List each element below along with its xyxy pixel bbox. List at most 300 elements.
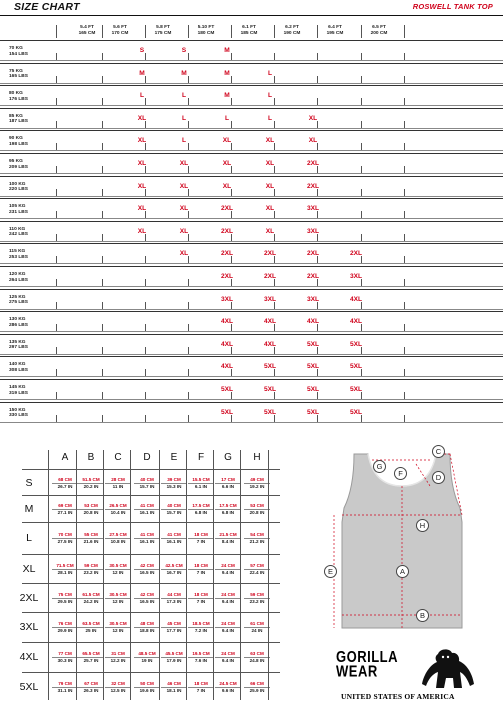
height-cm: 180 CM [197,30,215,36]
weight-row [0,289,503,311]
column-header: E [170,452,178,463]
row-tick [145,415,146,422]
value-in: 10.8 IN [105,538,131,545]
value-cm: 42 CM [140,562,154,568]
row-tick [56,189,57,196]
measurement-cell [134,563,160,576]
measurement-cell [215,651,241,664]
row-tick [317,53,318,60]
row-tick [274,302,275,309]
size-recommendation: XL [137,137,147,145]
row-tick [188,53,189,60]
value-cm: 55 CM [84,532,98,537]
value-in: 16.7 IN [161,569,187,576]
row-tick [188,279,189,286]
table-row-line [22,612,280,613]
measurement-cell [52,651,78,664]
measurement-cell [105,592,131,605]
table-row-line [22,642,280,643]
weight-kg: 85 KG [9,113,23,119]
row-tick [274,76,275,83]
measurement-cell [78,621,104,634]
row-divider [0,153,503,154]
measurement-cell [105,503,131,516]
value-in: 11 IN [105,483,131,490]
row-tick [231,302,232,309]
measurement-row [12,496,288,521]
measurement-cell [244,651,270,664]
value-cm: 41 CM [167,532,181,537]
row-tick [274,53,275,60]
row-tick [145,369,146,376]
row-tick [317,76,318,83]
row-divider [0,402,503,403]
row-tick [361,211,362,218]
value-cm: 45.5 CM [165,651,183,656]
size-label: 2XL [19,591,39,604]
weight-label [9,46,28,57]
measurement-cell [134,651,160,664]
row-divider [0,130,503,131]
weight-lbs: 187 LBS [9,119,28,125]
measurement-cell [52,681,78,694]
size-recommendation: L [181,92,187,100]
row-underline [0,354,503,355]
row-tick [274,279,275,286]
size-recommendation: 5XL [220,386,234,393]
measurement-cell [52,503,78,516]
weight-row [0,221,503,243]
size-recommendation: 5XL [306,340,320,348]
size-recommendation: M [181,69,187,77]
size-recommendation: L [267,114,273,122]
row-tick [145,234,146,241]
row-tick [404,98,405,105]
value-cm: 41 CM [140,532,154,537]
row-tick [145,143,146,150]
table-column-line [240,450,241,700]
product-name: ROSWELL TANK TOP [412,2,493,11]
row-tick [102,211,103,218]
size-recommendation: L [224,114,230,122]
size-recommendation: M [224,92,230,100]
measurement-cell [105,532,131,545]
value-in: 23.2 IN [78,569,104,576]
row-tick [56,234,57,241]
size-recommendation: S [139,47,145,54]
table-column-line [103,450,104,700]
row-tick [361,98,362,105]
weight-kg: 125 KG [9,294,26,300]
row-tick [188,369,189,376]
size-recommendation: XL [222,160,232,167]
row-tick [188,76,189,83]
row-underline [0,60,503,61]
table-row-line [22,495,280,496]
row-divider [0,221,503,222]
column-header: F [197,452,205,463]
value-cm: 18 CM [194,681,208,686]
row-tick [145,392,146,399]
value-cm: 63.5 CM [82,621,100,626]
row-tick [361,234,362,241]
value-in: 7 IN [188,598,214,605]
size-recommendation: XL [137,114,147,122]
value-cm: 50 CM [140,681,154,686]
measurement-cell [188,621,214,634]
value-in: 27.5 IN [52,538,78,545]
value-in: 9.4 IN [215,569,241,576]
row-tick [404,392,405,399]
row-tick [231,76,232,83]
value-in: 17.7 IN [161,627,187,634]
value-cm: 27.5 CM [109,532,127,537]
page-title: SIZE CHART [14,1,80,13]
measurement-cell [188,532,214,545]
measurement-row [12,555,288,582]
row-tick [231,369,232,376]
row-tick [361,76,362,83]
logo-tagline: UNITED STATES OF AMERICA [341,692,455,701]
row-tick [56,392,57,399]
table-column-line [213,450,214,700]
row-tick [145,256,146,263]
measurement-cell [134,592,160,605]
value-in: 26.7 IN [52,483,78,490]
size-recommendation: 2XL [306,160,320,167]
label-e: E [324,565,337,578]
size-recommendation: M [224,47,230,54]
measurement-cell [161,532,187,545]
row-underline [0,218,503,219]
weight-lbs: 198 LBS [9,141,28,147]
row-tick [102,143,103,150]
measurement-cell [134,503,160,516]
value-in: 12.2 IN [105,657,131,664]
row-tick [102,324,103,331]
row-divider [0,108,503,109]
value-cm: 31 CM [111,651,125,656]
row-tick [404,256,405,263]
row-tick [102,234,103,241]
value-in: 12 IN [105,569,131,576]
row-tick [361,256,362,263]
row-tick [145,279,146,286]
row-tick [188,189,189,196]
size-recommendation: XL [308,137,318,145]
height-cm: 185 CM [240,30,258,36]
value-cm: 42.5 CM [165,562,183,568]
header-separator [145,25,146,38]
weight-row [0,40,503,62]
size-recommendation: XL [137,182,147,190]
row-tick [56,256,57,263]
weight-lbs: 231 LBS [9,209,28,215]
height-cm: 175 CM [154,30,172,36]
weight-label [9,272,28,283]
value-cm: 63 CM [250,651,264,656]
gorilla-wear-logo [336,647,486,710]
row-tick [274,415,275,422]
row-tick [56,415,57,422]
header-separator [56,25,57,38]
label-a: A [396,565,409,578]
size-recommendation: 3XL [306,295,320,303]
header-separator [404,25,405,38]
row-tick [274,369,275,376]
measurement-cell [161,477,187,490]
row-tick [188,302,189,309]
height-cm: 165 CM [78,30,96,36]
row-divider [0,311,503,312]
table-column-line [130,450,131,700]
label-c: C [432,445,445,458]
row-tick [317,347,318,354]
row-tick [361,121,362,128]
size-recommendation: L [181,114,187,122]
measurement-cell [78,592,104,605]
weight-lbs: 220 LBS [9,187,28,193]
size-recommendation: 2XL [306,273,320,280]
measurement-cell [161,621,187,634]
row-tick [361,347,362,354]
weight-label [9,362,28,373]
value-cm: 17.5 CM [219,502,237,508]
row-divider [0,63,503,64]
row-tick [56,324,57,331]
value-cm: 21.5 CM [219,532,237,537]
size-recommendation: 4XL [220,340,234,348]
row-tick [317,143,318,150]
size-recommendation: 5XL [263,408,277,416]
row-tick [145,302,146,309]
weight-row [0,85,503,107]
row-tick [102,121,103,128]
value-cm: 17.5 CM [192,502,210,508]
value-in: 9.6 IN [215,687,241,694]
weight-kg: 135 KG [9,339,26,345]
row-tick [317,98,318,105]
weight-kg: 105 KG [9,204,26,210]
row-tick [361,415,362,422]
weight-lbs: 275 LBS [9,300,28,306]
value-cm: 40 CM [140,476,154,482]
row-tick [361,369,362,376]
table-column-line [48,450,49,700]
table-row-line [22,554,280,555]
value-cm: 18 CM [194,562,208,568]
size-recommendation: M [139,69,145,77]
row-tick [274,189,275,196]
row-tick [188,98,189,105]
value-cm: 49 CM [250,476,264,482]
weight-kg: 80 KG [9,91,23,97]
value-in: 25 IN [78,627,104,634]
measurement-cell [105,681,131,694]
measurement-cell [215,563,241,576]
row-tick [317,392,318,399]
row-tick [102,166,103,173]
size-recommendation: XL [222,137,232,145]
header-separator [102,25,103,38]
weight-label [9,159,28,170]
row-tick [231,279,232,286]
value-cm: 28 CM [111,476,125,482]
size-recommendation: 5XL [349,386,363,393]
row-tick [102,302,103,309]
size-recommendation: L [267,92,273,100]
size-label: M [24,502,34,515]
row-tick [102,415,103,422]
weight-row [0,402,503,424]
weight-lbs: 176 LBS [9,96,28,102]
size-recommendation: 2XL [263,273,277,280]
size-recommendation: XL [265,227,275,235]
value-cm: 24 CM [221,621,235,626]
header-separator [274,25,275,38]
row-tick [231,166,232,173]
row-tick [231,98,232,105]
value-cm: 24 CM [221,651,235,656]
row-tick [274,166,275,173]
row-tick [317,189,318,196]
weight-row [0,108,503,130]
row-underline [0,173,503,174]
weight-row [0,243,503,265]
weight-row [0,356,503,378]
height-ft: 6.1 FT [242,25,256,30]
weight-label [9,204,28,215]
height-header [141,25,185,37]
size-recommendation: 2XL [306,250,320,258]
measurement-cell [215,681,241,694]
size-recommendation: XL [179,160,189,167]
weight-kg: 100 KG [9,181,26,187]
height-ft: 5.10 FT [197,25,215,30]
height-header [313,25,357,37]
row-tick [404,166,405,173]
row-tick [361,279,362,286]
size-recommendation: 4XL [349,318,363,326]
value-cm: 69 CM [58,502,72,508]
row-tick [361,53,362,60]
value-cm: 76 CM [58,621,72,626]
header [0,0,503,14]
row-tick [317,166,318,173]
value-cm: 41 CM [140,502,154,508]
height-cm: 170 CM [111,30,129,36]
row-tick [188,121,189,128]
size-recommendation: 4XL [220,363,234,371]
weight-kg: 115 KG [9,249,26,255]
value-in: 17.9 IN [161,657,187,664]
value-in: 26.3 IN [78,687,104,694]
value-in: 9.4 IN [215,627,241,634]
value-cm: 26.5 CM [109,502,127,508]
measurement-row [12,643,288,671]
row-tick [145,189,146,196]
row-underline [0,399,503,400]
value-in: 7.2 IN [188,627,214,634]
size-recommendation: 5XL [349,363,363,371]
value-cm: 68 CM [58,476,72,482]
row-tick [231,392,232,399]
row-tick [231,143,232,150]
label-g: G [373,460,386,473]
row-tick [145,76,146,83]
measurement-cell [161,563,187,576]
row-tick [188,166,189,173]
weight-kg: 120 KG [9,272,26,277]
measurement-cell [105,477,131,490]
measurement-row [12,613,288,641]
value-in: 24 IN [244,627,270,634]
measurement-cell [52,621,78,634]
value-cm: 40 CM [167,502,181,508]
size-recommendation: 3XL [263,295,277,303]
height-header [98,25,142,37]
weight-lbs: 154 LBS [9,51,28,57]
row-underline [0,241,503,242]
measurement-cell [215,503,241,516]
row-tick [188,234,189,241]
value-in: 7 IN [188,538,214,545]
weight-row [0,379,503,401]
value-cm: 46 CM [167,681,181,686]
row-tick [361,189,362,196]
row-tick [274,324,275,331]
table-row-line [22,583,280,584]
size-recommendation: 2XL [263,250,277,258]
row-tick [102,392,103,399]
row-tick [188,324,189,331]
size-label: L [26,532,32,544]
size-recommendation: 4XL [220,318,234,326]
height-ft: 6.5 FT [372,25,386,30]
row-tick [56,98,57,105]
measurement-cell [161,592,187,605]
row-tick [102,279,103,286]
weight-row [0,176,503,198]
measurement-cell [215,592,241,605]
value-in: 17.3 IN [161,598,187,605]
table-row-line [22,469,280,470]
row-underline [0,331,503,332]
row-tick [56,76,57,83]
weight-kg: 140 KG [9,362,26,368]
measurement-cell [105,563,131,576]
row-tick [56,211,57,218]
size-recommendation: 5XL [349,408,363,416]
weight-row [0,334,503,356]
row-tick [102,369,103,376]
value-cm: 39 CM [167,476,181,482]
row-tick [231,234,232,241]
value-cm: 18 CM [194,591,208,597]
weight-label [9,385,28,396]
row-divider [0,198,503,199]
size-recommendation: L [267,69,273,77]
row-tick [188,392,189,399]
weight-row [0,130,503,152]
value-cm: 61.5 CM [82,591,100,597]
value-in: 7 IN [188,569,214,576]
row-tick [317,211,318,218]
row-divider [0,379,503,380]
value-in: 18.8 IN [134,627,160,634]
value-cm: 18 CM [194,532,208,537]
row-tick [188,211,189,218]
